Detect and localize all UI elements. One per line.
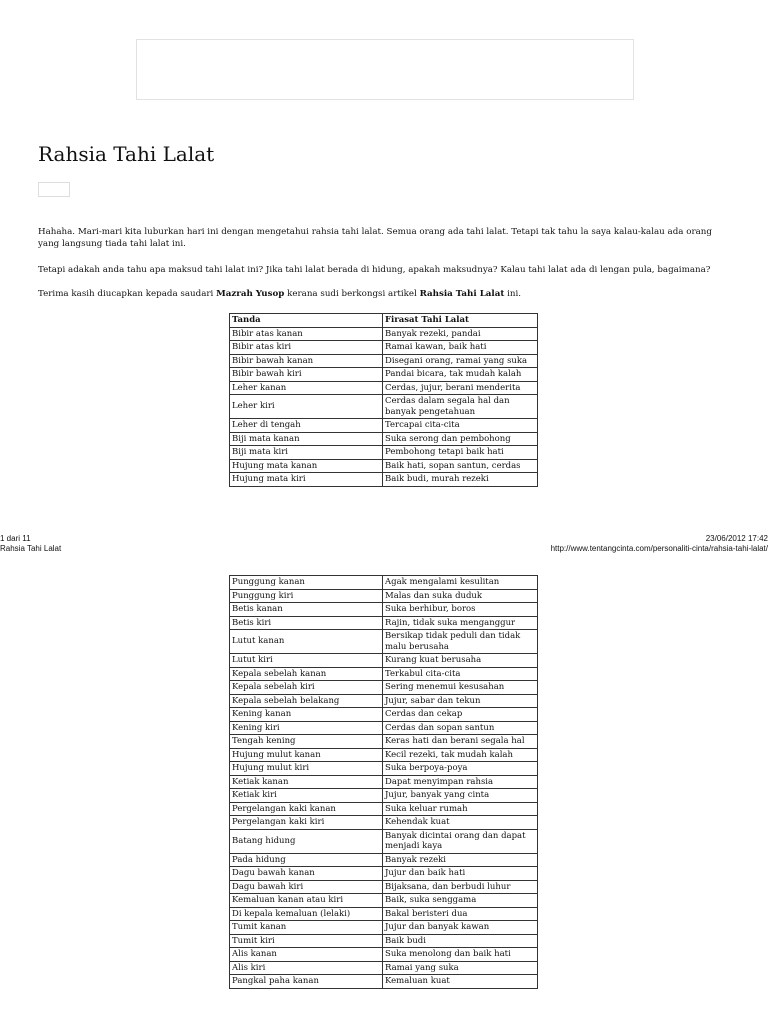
mole-meaning-cell: Bijaksana, dan berbudi luhur <box>383 880 538 894</box>
footer-datetime: 23/06/2012 17:42 <box>705 534 768 543</box>
mole-location-cell: Alis kanan <box>230 948 383 962</box>
mole-meaning-cell: Suka berpoya-poya <box>383 762 538 776</box>
mole-meaning-cell: Kemaluan kuat <box>383 975 538 989</box>
mole-meaning-cell: Agak mengalami kesulitan <box>383 576 538 590</box>
mole-meaning-cell: Cerdas dalam segala hal dan banyak pengetahuan <box>383 395 538 419</box>
mole-location-cell: Biji mata kanan <box>230 432 383 446</box>
mole-meaning-cell: Ramai kawan, baik hati <box>383 341 538 355</box>
mole-location-cell: Kepala sebelah belakang <box>230 694 383 708</box>
mole-location-cell: Punggung kiri <box>230 589 383 603</box>
mole-meaning-cell: Baik budi, murah rezeki <box>383 473 538 487</box>
table-row <box>230 867 538 881</box>
mole-meaning-cell: Disegani orang, ramai yang suka <box>383 354 538 368</box>
header-sign: Tanda <box>230 314 383 328</box>
table-row <box>230 681 538 695</box>
mole-meaning-cell: Pembohong tetapi baik hati <box>383 446 538 460</box>
table-header-row <box>230 314 538 328</box>
mole-meaning-cell: Pandai bicara, tak mudah kalah <box>383 368 538 382</box>
table-row <box>230 603 538 617</box>
mole-location-cell: Kening kiri <box>230 721 383 735</box>
mole-location-cell: Pangkal paha kanan <box>230 975 383 989</box>
mole-location-cell: Betis kiri <box>230 616 383 630</box>
mole-location-cell: Tengah kening <box>230 735 383 749</box>
mole-meaning-cell: Cerdas dan sopan santun <box>383 721 538 735</box>
mole-location-cell: Batang hidung <box>230 829 383 853</box>
share-widget-placeholder[interactable] <box>38 182 70 197</box>
mole-meaning-cell: Jujur dan banyak kawan <box>383 921 538 935</box>
mole-meaning-cell: Bakal beristeri dua <box>383 907 538 921</box>
table-row <box>230 630 538 654</box>
mole-meaning-cell: Cerdas, jujur, berani menderita <box>383 381 538 395</box>
table-row <box>230 368 538 382</box>
mole-location-cell: Pergelangan kaki kanan <box>230 802 383 816</box>
table-row <box>230 975 538 989</box>
credit-text-end: ini. <box>504 289 522 299</box>
table-row <box>230 894 538 908</box>
mole-meaning-cell: Banyak rezeki <box>383 853 538 867</box>
table-row <box>230 816 538 830</box>
mole-location-cell: Dagu bawah kiri <box>230 880 383 894</box>
table-row <box>230 829 538 853</box>
mole-meaning-cell: Suka menolong dan baik hati <box>383 948 538 962</box>
mole-location-cell: Pada hidung <box>230 853 383 867</box>
mole-location-cell: Leher di tengah <box>230 419 383 433</box>
mole-location-cell: Bibir bawah kanan <box>230 354 383 368</box>
table-row <box>230 853 538 867</box>
header-meaning: Firasat Tahi Lalat <box>383 314 538 328</box>
mole-meaning-cell: Baik, suka senggama <box>383 894 538 908</box>
mole-meaning-cell: Suka keluar rumah <box>383 802 538 816</box>
mole-location-cell: Bibir atas kanan <box>230 327 383 341</box>
mole-location-cell: Dagu bawah kanan <box>230 867 383 881</box>
table-row <box>230 921 538 935</box>
question-paragraph: Tetapi adakah anda tahu apa maksud tahi lalat ini? Jika tahi lalat berada di hidung, apakah maksudnya? Kalau tahi lalat ada di lengan pula, bagaimana? <box>38 265 711 275</box>
mole-meaning-cell: Jujur dan baik hati <box>383 867 538 881</box>
table-row <box>230 395 538 419</box>
mole-meaning-cell: Banyak dicintai orang dan dapat menjadi kaya <box>383 829 538 853</box>
table-row <box>230 748 538 762</box>
mole-location-cell: Bibir bawah kiri <box>230 368 383 382</box>
table-row <box>230 354 538 368</box>
mole-location-cell: Alis kiri <box>230 961 383 975</box>
footer-url[interactable]: http://www.tentangcinta.com/personaliti-cinta/rahsia-tahi-lalat/ <box>550 544 768 553</box>
table-row <box>230 459 538 473</box>
advertisement-placeholder <box>136 39 634 100</box>
mole-meaning-table-part2 <box>229 575 538 989</box>
mole-location-cell: Leher kiri <box>230 395 383 419</box>
mole-location-cell: Hujung mulut kanan <box>230 748 383 762</box>
table-row <box>230 576 538 590</box>
mole-location-cell: Kemaluan kanan atau kiri <box>230 894 383 908</box>
mole-meaning-cell: Terkabul cita-cita <box>383 667 538 681</box>
table-row <box>230 934 538 948</box>
table-row <box>230 327 538 341</box>
credit-text-middle: kerana sudi berkongsi artikel <box>284 289 420 299</box>
mole-meaning-cell: Jujur, banyak yang cinta <box>383 789 538 803</box>
mole-meaning-cell: Baik hati, sopan santun, cerdas <box>383 459 538 473</box>
mole-meaning-cell: Dapat menyimpan rahsia <box>383 775 538 789</box>
mole-meaning-cell: Suka berhibur, boros <box>383 603 538 617</box>
table-row <box>230 446 538 460</box>
mole-meaning-cell: Tercapai cita-cita <box>383 419 538 433</box>
mole-location-cell: Tumit kanan <box>230 921 383 935</box>
table-row <box>230 708 538 722</box>
table-row <box>230 762 538 776</box>
credit-text-start: Terima kasih diucapkan kepada saudari <box>38 289 217 299</box>
mole-meaning-cell: Baik budi <box>383 934 538 948</box>
table-row <box>230 789 538 803</box>
mole-location-cell: Lutut kiri <box>230 654 383 668</box>
mole-meaning-cell: Ramai yang suka <box>383 961 538 975</box>
mole-location-cell: Biji mata kiri <box>230 446 383 460</box>
mole-meaning-cell: Bersikap tidak peduli dan tidak malu berusaha <box>383 630 538 654</box>
mole-location-cell: Betis kanan <box>230 603 383 617</box>
mole-meaning-cell: Malas dan suka duduk <box>383 589 538 603</box>
table-row <box>230 419 538 433</box>
mole-location-cell: Hujung mata kiri <box>230 473 383 487</box>
table-row <box>230 667 538 681</box>
table-row <box>230 473 538 487</box>
table-row <box>230 341 538 355</box>
mole-meaning-cell: Kecil rezeki, tak mudah kalah <box>383 748 538 762</box>
credit-article-title: Rahsia Tahi Lalat <box>419 289 505 299</box>
table-row <box>230 654 538 668</box>
table-row <box>230 616 538 630</box>
mole-location-cell: Di kepala kemaluan (lelaki) <box>230 907 383 921</box>
mole-location-cell: Ketiak kanan <box>230 775 383 789</box>
credit-author: Mazrah Yusop <box>216 289 285 299</box>
table-row <box>230 589 538 603</box>
mole-meaning-table-part1 <box>229 313 538 487</box>
table-row <box>230 907 538 921</box>
mole-location-cell: Kepala sebelah kiri <box>230 681 383 695</box>
mole-meaning-cell: Kurang kuat berusaha <box>383 654 538 668</box>
mole-meaning-cell: Keras hati dan berani segala hal <box>383 735 538 749</box>
table-row <box>230 694 538 708</box>
footer-doc-title: Rahsia Tahi Lalat <box>0 544 62 553</box>
table-row <box>230 381 538 395</box>
mole-location-cell: Punggung kanan <box>230 576 383 590</box>
mole-meaning-cell: Banyak rezeki, pandai <box>383 327 538 341</box>
table-row <box>230 721 538 735</box>
table-row <box>230 735 538 749</box>
table-row <box>230 802 538 816</box>
table-row <box>230 948 538 962</box>
mole-meaning-cell: Cerdas dan cekap <box>383 708 538 722</box>
table-row <box>230 775 538 789</box>
table-row <box>230 432 538 446</box>
footer-page-number: 1 dari 11 <box>0 534 31 543</box>
mole-location-cell: Kening kanan <box>230 708 383 722</box>
table-row <box>230 961 538 975</box>
mole-meaning-cell: Jujur, sabar dan tekun <box>383 694 538 708</box>
mole-meaning-cell: Kehendak kuat <box>383 816 538 830</box>
mole-location-cell: Leher kanan <box>230 381 383 395</box>
table-row <box>230 880 538 894</box>
mole-meaning-cell: Suka serong dan pembohong <box>383 432 538 446</box>
mole-meaning-cell: Rajin, tidak suka menganggur <box>383 616 538 630</box>
intro-paragraph: Hahaha. Mari-mari kita luburkan hari ini dengan mengetahui rahsia tahi lalat. Semua orang ada tahi lalat. Tetapi tak tahu la saya kalau-kalau ada orang yang langsung tiada tahi lalat ini. <box>38 227 712 249</box>
mole-meaning-cell: Sering menemui kesusahan <box>383 681 538 695</box>
mole-location-cell: Hujung mulut kiri <box>230 762 383 776</box>
mole-location-cell: Ketiak kiri <box>230 789 383 803</box>
page-title: Rahsia Tahi Lalat <box>38 142 215 166</box>
mole-location-cell: Hujung mata kanan <box>230 459 383 473</box>
mole-location-cell: Kepala sebelah kanan <box>230 667 383 681</box>
mole-location-cell: Pergelangan kaki kiri <box>230 816 383 830</box>
credit-paragraph <box>38 289 728 301</box>
mole-location-cell: Lutut kanan <box>230 630 383 654</box>
mole-location-cell: Tumit kiri <box>230 934 383 948</box>
mole-location-cell: Bibir atas kiri <box>230 341 383 355</box>
